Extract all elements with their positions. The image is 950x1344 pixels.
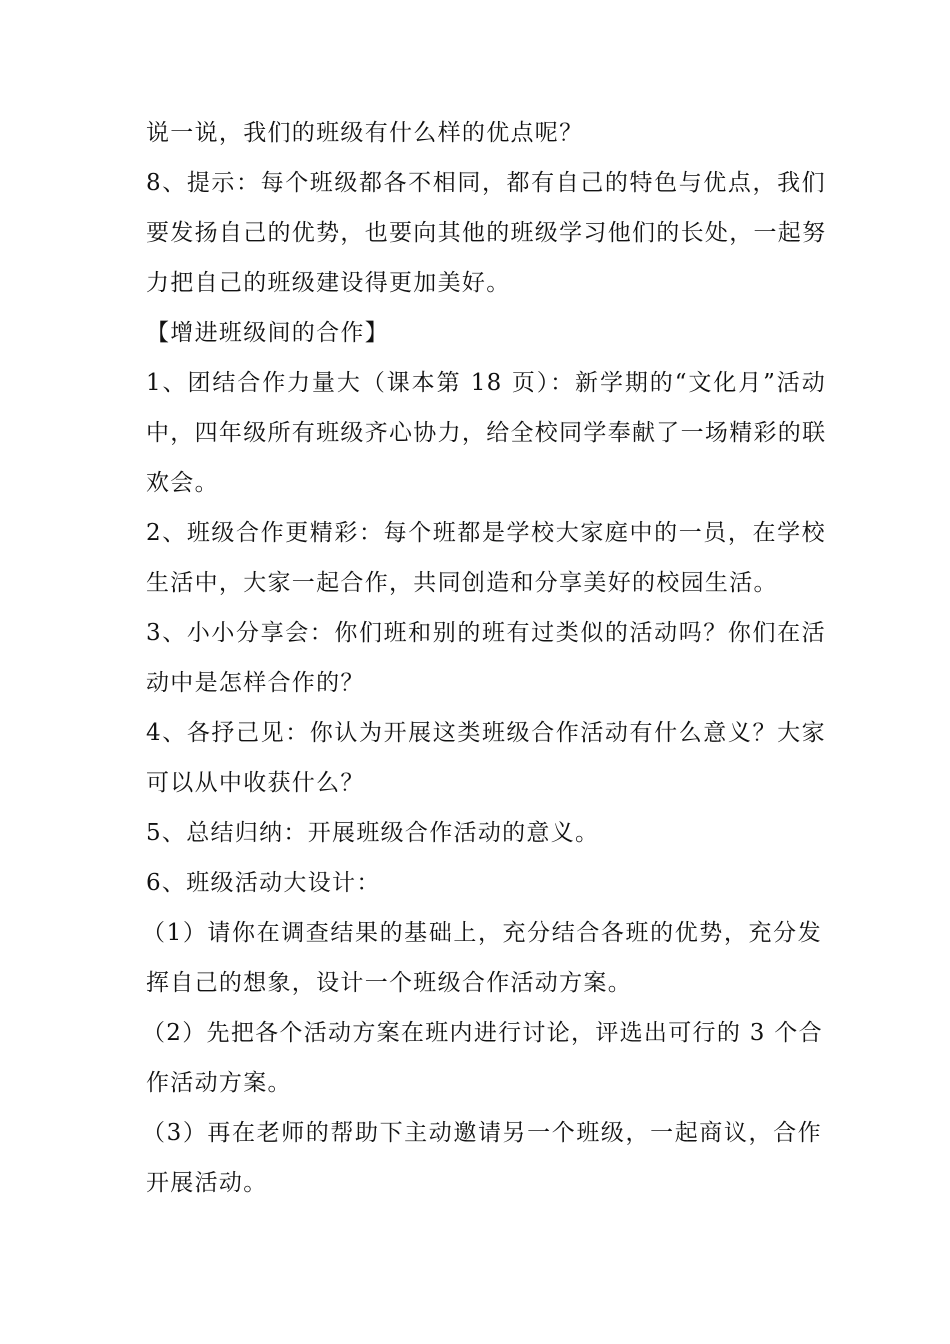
text-line-3: 要发扬自己的优势，也要向其他的班级学习他们的长处，一起努 [146, 220, 827, 246]
text-line-13: 4、各抒己见：你认为开展这类班级合作活动有什么意义？大家 [146, 720, 826, 746]
section-heading: 【增进班级间的合作】 [146, 320, 389, 346]
text-line-11: 3、小小分享会：你们班和别的班有过类似的活动吗？你们在活 [146, 620, 826, 646]
text-line-15: 5、总结归纳：开展班级合作活动的意义。 [146, 820, 600, 846]
text-line-19: （2）先把各个活动方案在班内进行讨论，评选出可行的 3 个合 [142, 1020, 823, 1046]
text-line-18: 挥自己的想象，设计一个班级合作活动方案。 [146, 970, 632, 996]
text-line-7: 中，四年级所有班级齐心协力，给全校同学奉献了一场精彩的联 [146, 420, 827, 446]
text-line-4: 力把自己的班级建设得更加美好。 [146, 270, 511, 296]
text-line-1: 说一说，我们的班级有什么样的优点呢？ [146, 120, 584, 146]
text-line-17: （1）请你在调查结果的基础上，充分结合各班的优势，充分发 [142, 920, 822, 946]
text-line-2: 8、提示：每个班级都各不相同，都有自己的特色与优点，我们 [146, 170, 826, 196]
text-line-12: 动中是怎样合作的？ [146, 670, 365, 696]
text-line-22: 开展活动。 [146, 1170, 268, 1196]
text-line-20: 作活动方案。 [146, 1070, 292, 1096]
text-line-16: 6、班级活动大设计： [146, 870, 381, 896]
text-line-6: 1、团结合作力量大（课本第 18 页）：新学期的“文化月”活动 [146, 370, 826, 396]
text-line-9: 2、班级合作更精彩：每个班都是学校大家庭中的一员，在学校 [146, 520, 826, 546]
text-line-10: 生活中，大家一起合作，共同创造和分享美好的校园生活。 [146, 570, 778, 596]
text-line-14: 可以从中收获什么？ [146, 770, 365, 796]
text-line-8: 欢会。 [146, 470, 219, 496]
text-line-21: （3）再在老师的帮助下主动邀请另一个班级，一起商议，合作 [142, 1120, 822, 1146]
